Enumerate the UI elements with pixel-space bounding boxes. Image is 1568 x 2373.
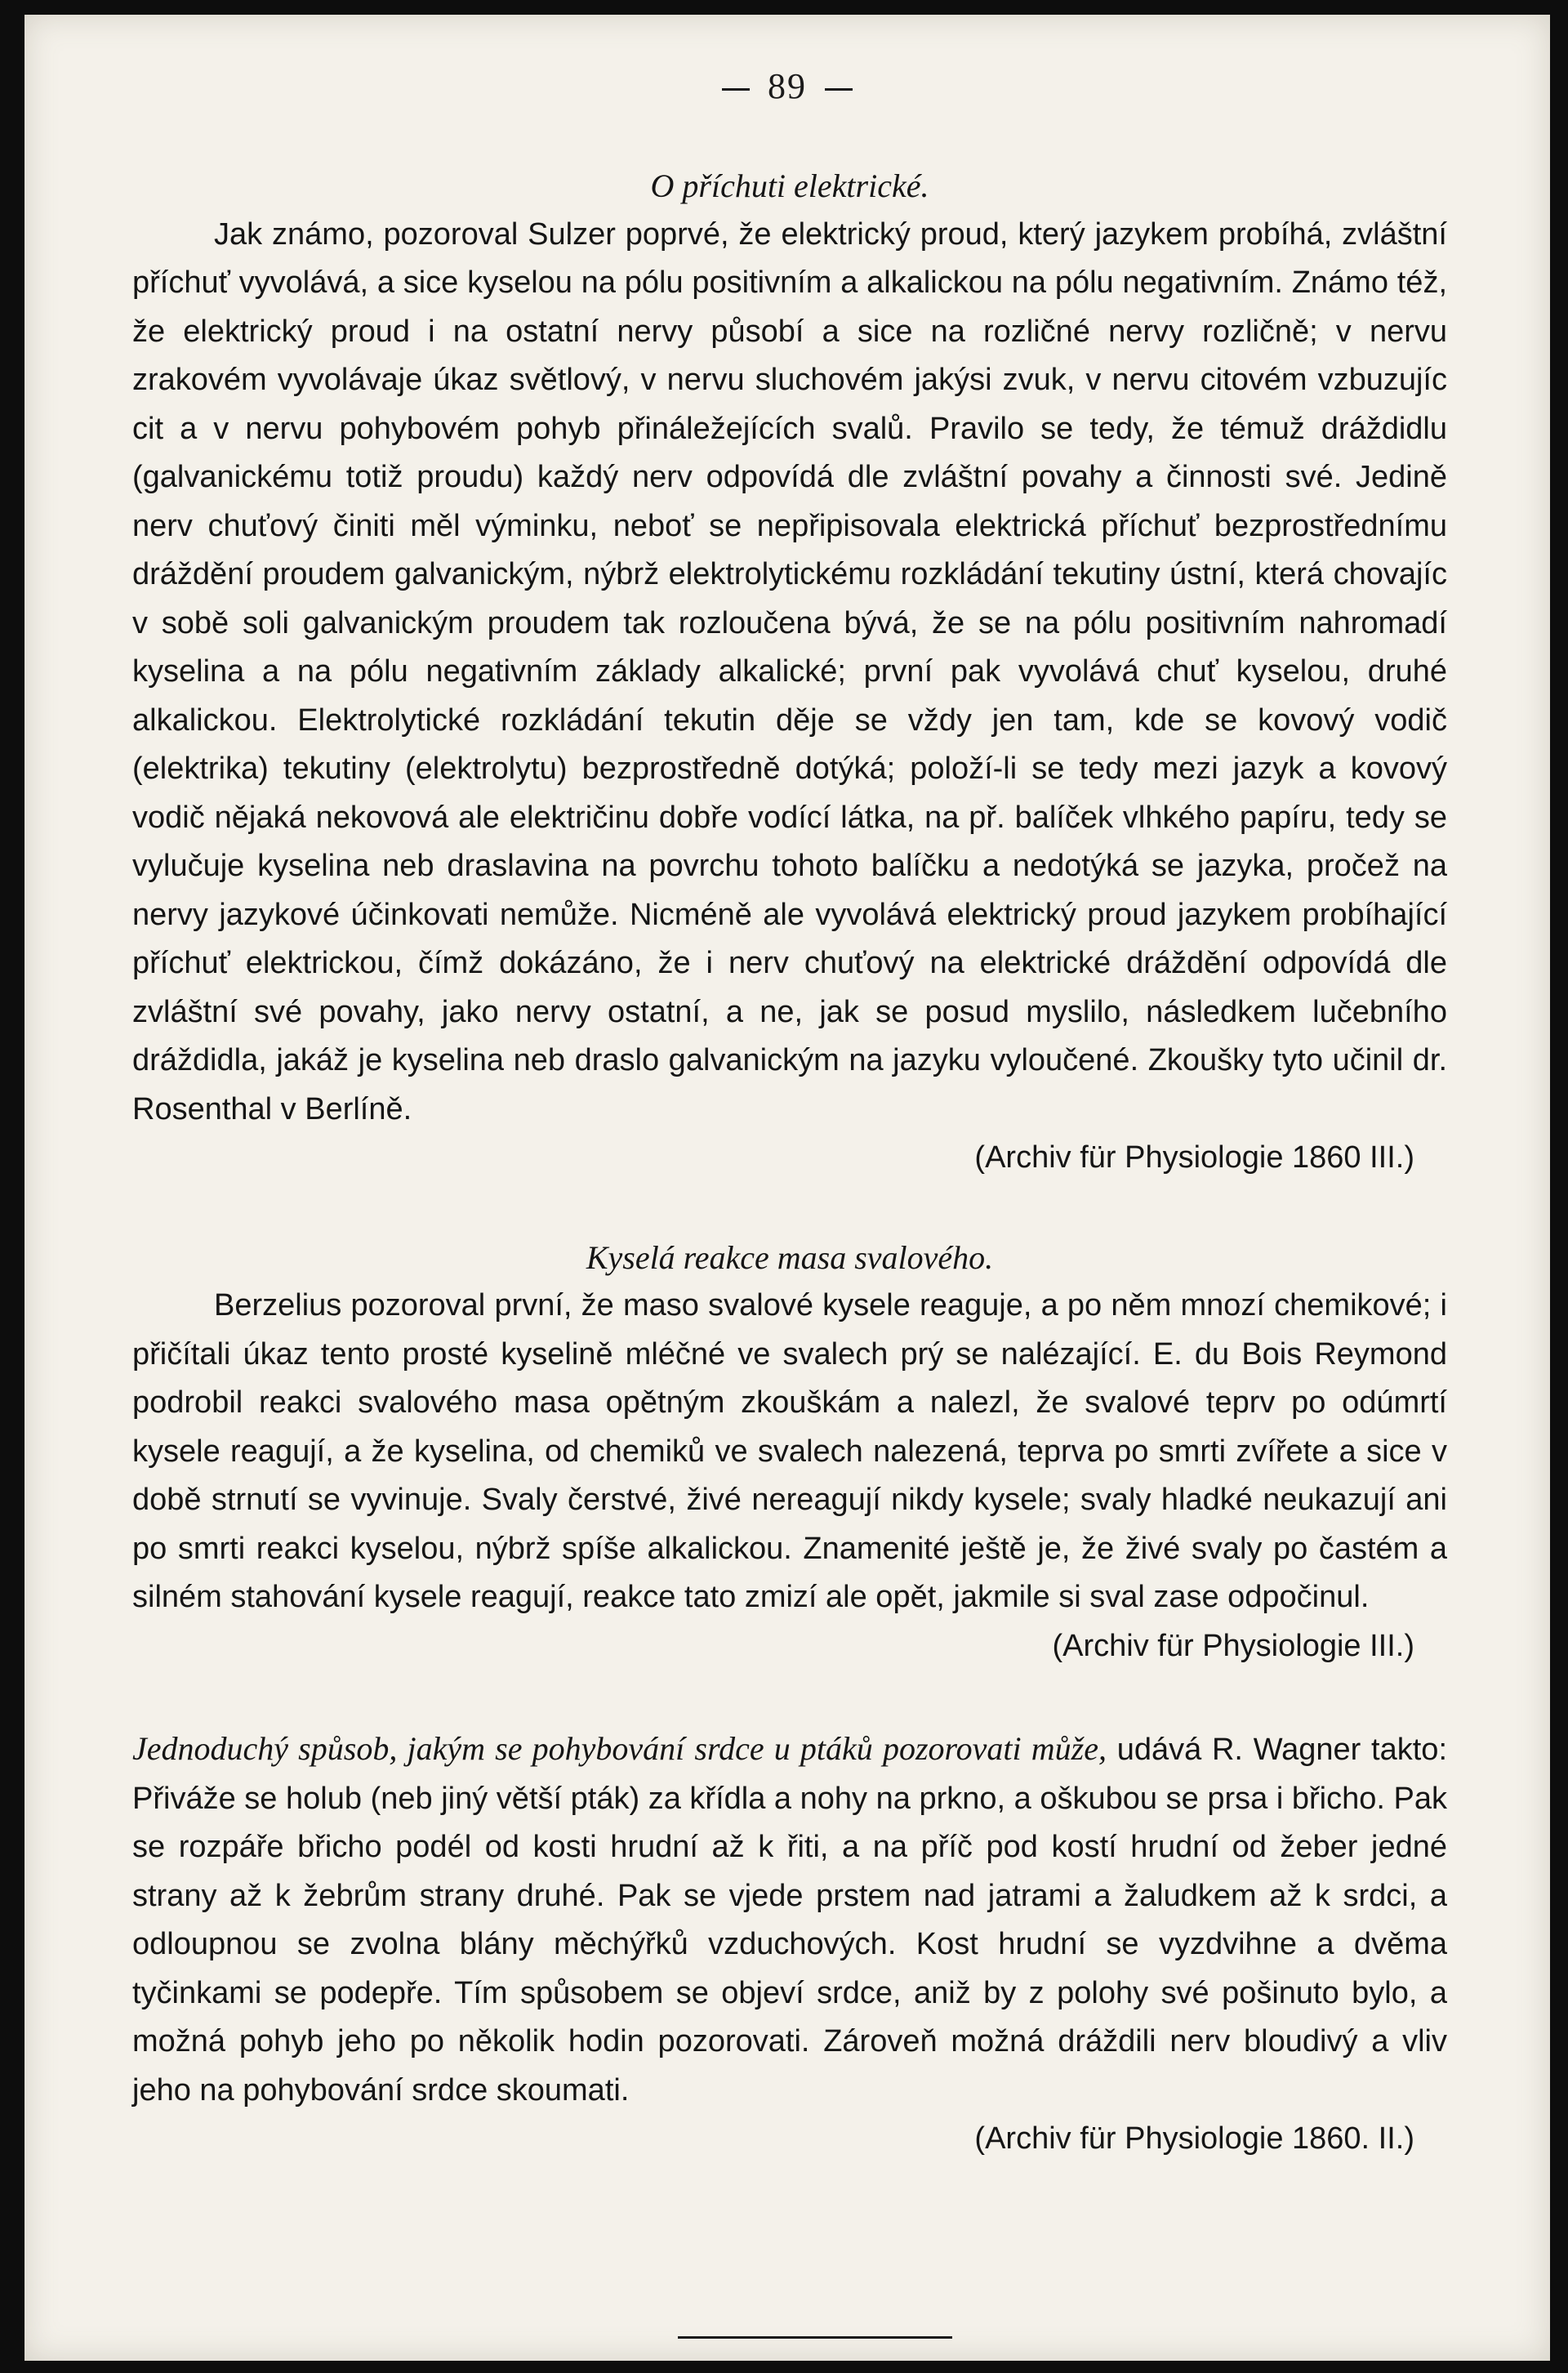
citation-electric-taste: (Archiv für Physiologie 1860 III.) xyxy=(974,1140,1414,1175)
section-title-heart-observation: Jednoduchý spůsob, jakým se pohybování srdce u ptáků pozorovati může, xyxy=(132,1730,1107,1767)
citation-acid-reaction: (Archiv für Physiologie III.) xyxy=(1052,1628,1414,1663)
section-body-electric-taste: Jak známo, pozoroval Sulzer poprvé, že elektrický proud, který jazykem probíhá, zvláštní příchuť vyvolává, a sice kyselou na pólu positivním a alkalickou na pólu negativním. Známo též, že elektrický proud i na ostatní nervy působí a sice na rozličné nervy rozličně; v nervu zrakovém vyvolávaje úkaz světlový, v nervu sluchovém jakýsi zvuk, v nervu citovém vzbuzujíc cit a v nervu pohybovém pohyb přináležejících svalů. Pravilo se tedy, že témuž dráždidlu (galvanickému totiž proudu) každý nerv odpovídá dle zvláštní povahy a činnosti své. Jedině nerv chuťový činiti měl výminku, neboť se nepřipisovala elektrická příchuť bezprostřednímu dráždění proudem galvanickým, nýbrž elektrolytickému rozkládání tekutiny ústní, která chovajíc v sobě soli galvanickým proudem tak rozloučena bývá, že se na pólu positivním nahromadí kyselina a na pólu negativním základy alkalické; první pak vyvolává chuť kyselou, druhé alkalickou. Elektrolytické rozkládání tekutin děje se vždy jen tam, kde se kovový vodič (elektrika) tekutiny (elektrolytu) bezprostředně dotýká; položí-li se tedy mezi jazyk a kovový vodič nějaká nekovová ale električinu dobře vodící látka, na př. balíček vlhkého papíru, tedy se vylučuje kyselina neb draslavina na povrchu tohoto balíčku a nedotýká se jazyka, pročež na nervy jazykové účinkovati nemůže. Nicméně ale vyvolává elektrický proud jazykem probíhající příchuť elektrickou, čímž dokázáno, že i nerv chuťový na elektrické dráždění odpovídá dle zvláštní své povahy, jako nervy ostatní, a ne, jak se posud myslilo, následkem lučebního dráždidla, jakáž je kyselina neb draslo galvanickým na jazyku vyloučené. Zkoušky tyto učinil dr. Rosenthal v Berlíně. xyxy=(132,216,1447,1126)
page-number xyxy=(24,65,1550,107)
closing-rule xyxy=(678,2336,952,2339)
section-body-acid-reaction: Berzelius pozoroval první, že maso svalové kysele reaguje, a po něm mnozí chemikové; i přičítali úkaz tento prosté kyselině mléčné ve svalech prý se nalézající. E. du Bois Reymond podrobil reakci svalového masa opětným zkouškám a nalezl, že svalové teprv po odúmrtí kysele reagují, a že kyselina, od chemiků ve svalech nalezená, teprva po smrti zvířete a sice v době strnutí se vyvinuje. Svaly čerstvé, živé nereagují nikdy kysele; svaly hladké neukazují ani po smrti reakci kyselou, nýbrž spíše alkalickou. Znamenité ještě je, že živé svaly po častém a silném stahování kysele reagují, reakce tato zmizí ale opět, jakmile si sval zase odpočinul. xyxy=(132,1288,1447,1614)
section-title-acid-reaction: Kyselá reakce masa svalového. xyxy=(586,1238,994,1276)
section-gap xyxy=(132,1183,1447,1233)
section-gap xyxy=(132,1670,1447,1724)
section-body-heart-observation: udává R. Wagner takto: Přiváže se holub (neb jiný větší pták) za křídla a nohy na prkno, a oškubou se prsa i břicho. Pak se rozpáře břicho podél od kosti hrudní až k řiti, a na příč pod kostí hrudní od žeber jedné strany až k žebrům strany druhé. Pak se vjede prstem nad jatrami a žaludkem až k srdci, a odloupnou se zvolna blány měchýřků vzduchových. Kost hrudní se vyzdvihne a dvěma tyčinkami se podepře. Tím spůsobem se objeví srdce, aniž by z polohy své pošinuto bylo, a možná pohyb jeho po několik hodin pozorovati. Zároveň možná dráždili nerv bloudivý a vliv jeho na pohybování srdce skoumati. xyxy=(132,1733,1447,2108)
page-content xyxy=(132,162,1447,2164)
page-number-text: 89 xyxy=(768,66,807,106)
page-number-dash-left xyxy=(722,88,750,91)
page-number-dash-right xyxy=(825,88,853,91)
section-title-electric-taste: O příchuti elektrické. xyxy=(650,167,929,204)
section-heart-observation xyxy=(132,1724,1447,2115)
citation-heart-observation: (Archiv für Physiologie 1860. II.) xyxy=(974,2121,1414,2156)
book-page xyxy=(24,15,1550,2361)
